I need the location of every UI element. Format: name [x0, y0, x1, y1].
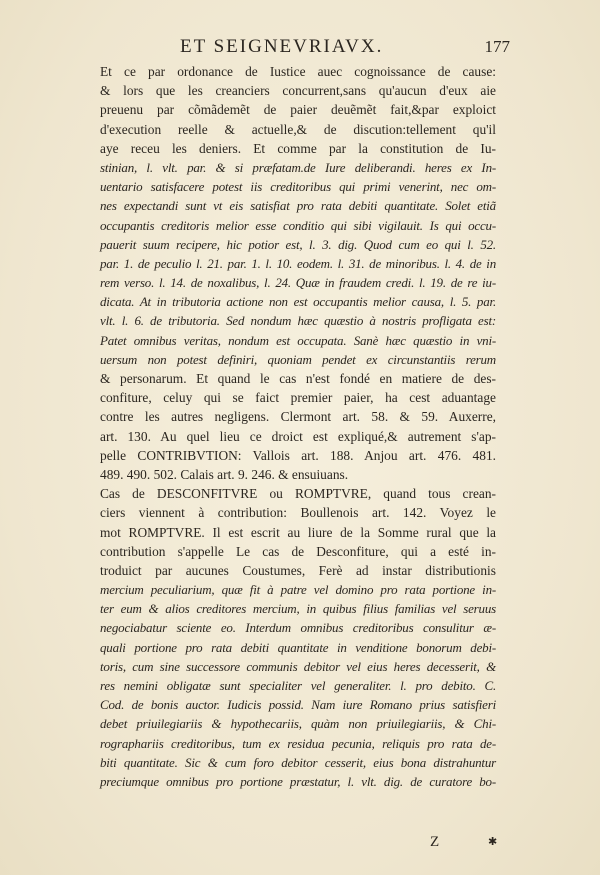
text-line: par. 1. de peculio l. 21. par. 1. l. 10. eodem. l. 31. de minoribus. l. 4. de in: [100, 255, 496, 271]
ink-mark: ✱: [488, 836, 498, 848]
text-line: contribution s'appelle Le cas de Desconfiture, qui a esté in-: [100, 543, 496, 559]
text-line: ciers viennent à contribution: Boullenois art. 142. Voyez le: [100, 505, 496, 521]
text-line: aye receu les deniers. Et comme par la constitution de Iu-: [100, 140, 496, 156]
text-line: toris, cum sine successore communis debitor vel eius heres decesserit, &: [100, 658, 496, 674]
text-line: Et ce par ordonance de Iustice auec cognoissance de cause:: [100, 64, 496, 79]
text-line: pauerit suum recipere, hic potior est, l. 3. dig. Quod cum eo qui l. 52.: [100, 236, 496, 252]
text-line: & lors que les creanciers concurrent,sans qu'aucun d'eux aie: [100, 83, 496, 99]
text-line: Patet omnibus veritas, nondum est occupata. Sanè hæc quæstio in vni-: [100, 332, 496, 348]
text-line: res nemini obligatæ sunt specialiter vel generaliter. l. pro debito. C.: [100, 678, 496, 693]
text-line: mercium peculiarium, quæ fit à patre vel domino pro rata portione in-: [100, 582, 496, 598]
text-line: troduict par aucunes Coustumes, Ferè ad instar distributionis: [100, 562, 496, 578]
text-line: rographariis creditoribus, tum ex residua pecunia, reliquis pro rata de-: [100, 735, 496, 751]
text-line: uentario satisfacere potest iis creditoribus qui primi venerint, nec om-: [100, 179, 496, 195]
page-number: 177: [484, 37, 510, 56]
text-line: preuenu par cõmãdemẽt de paier deuẽmẽt fait,&par exploict: [100, 102, 496, 118]
text-line: 489. 490. 502. Calais art. 9. 246. & ensuiuans.: [100, 466, 349, 482]
text-line: preciumque omnibus pro portione præstatur, l. vlt. dig. de curatore bo-: [100, 773, 496, 789]
text-line: dicata. At in tributoria actione non est occupantis melior causa, l. 5. par.: [100, 294, 496, 310]
text-line: art. 130. Au quel lieu ce droict est expliqué,& autrement s'ap-: [100, 428, 496, 444]
text-line: biti quantitate. Sic & cum foro debitor cesserit, eius bona distrahuntur: [100, 754, 496, 770]
text-line: contre les autres negligens. Clermont art. 58. & 59. Auxerre,: [100, 409, 496, 425]
text-line: debet priuilegiariis & hypothecariis, quàm non priuilegiariis, & Chi-: [100, 716, 496, 732]
text-line: Cod. de bonis auctor. Iudicis possid. Nam iure Romano prius satisfieri: [100, 697, 496, 713]
text-line: stinian, l. vlt. par. & si præfatam.de Iure deliberandi. heres ex In-: [100, 159, 496, 175]
text-line: & personarum. Et quand le cas n'est fondé en matiere de des-: [100, 371, 496, 386]
text-line: nes expectandi sunt vt eis satisfiat pro rata debiti quantitate. Solet etiã: [100, 198, 496, 214]
page-header: [180, 36, 510, 58]
text-line: Cas de DESCONFITVRE ou ROMPTVRE, quand tous crean-: [100, 486, 496, 502]
text-line: negociabatur sciente eo. Interdum omnibus creditoribus consulitur æ-: [100, 620, 496, 636]
text-line: ter eum & alios creditores mercium, in quibus filius familias vel seruus: [100, 601, 496, 617]
text-line: vlt. l. 6. de tributoria. Sed nondum hæc quæstio à nostris profligata est:: [100, 313, 496, 329]
body-text: [100, 62, 496, 791]
text-line: d'execution reelle & actuelle,& de discution:tellement qu'il: [100, 121, 496, 137]
text-line: rem verso. l. 14. de noxalibus, l. 24. Quæ in fraudem credi. l. 19. de re iu-: [100, 275, 496, 291]
text-line: mot ROMPTVRE. Il est escrit au liure de la Somme rural que la: [100, 524, 496, 540]
text-line: confiture, celuy qui se faict premier paier, ha cest aduantage: [100, 390, 496, 406]
catchword: Z: [430, 834, 440, 850]
text-line: occupantis creditoris melior esse conditio qui sibi vigilauit. Is qui occu-: [100, 217, 496, 233]
text-line: quali portione pro rata debiti quantitate in venditione bonorum debi-: [100, 639, 496, 655]
text-line: pelle CONTRIBVTION: Vallois art. 188. Anjou art. 476. 481.: [100, 447, 496, 463]
text-line: uersum non potest definiri, quoniam pendet ex circunstantiis rerum: [100, 351, 496, 367]
running-head: ET SEIGNEVRIAVX.: [180, 36, 384, 57]
